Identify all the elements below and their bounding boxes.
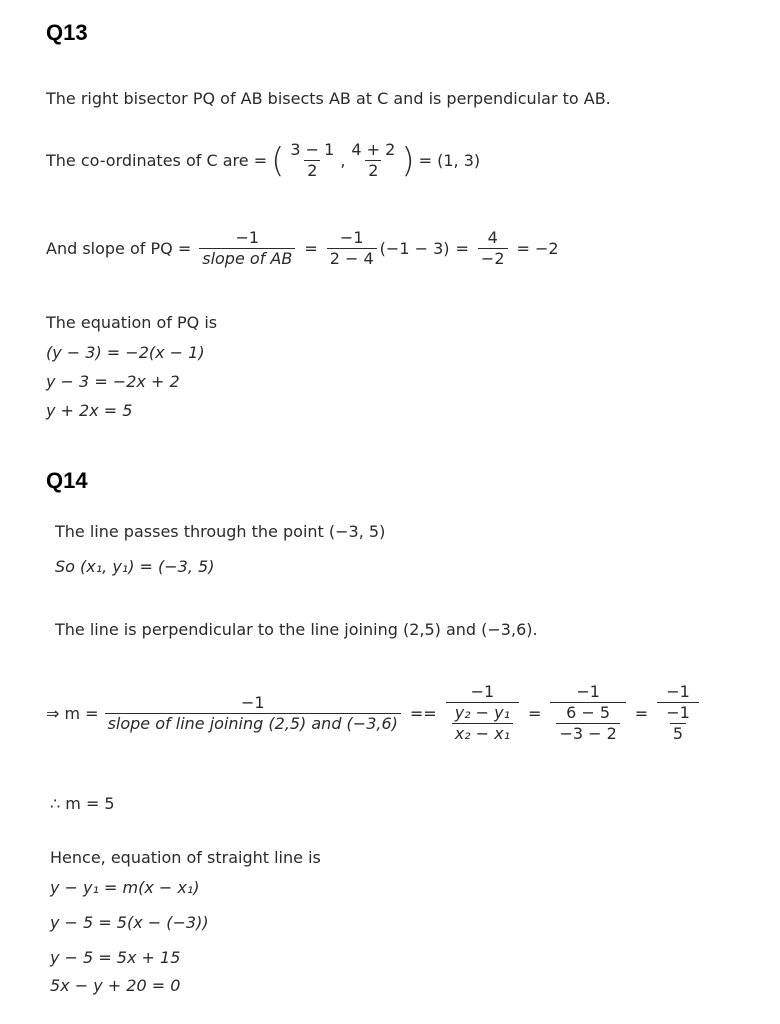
q13-coordinates [46, 140, 480, 181]
numerator: −1 [666, 682, 690, 701]
slope-fraction-3 [478, 228, 508, 269]
q14-point-assignment: So (x₁, y₁) = (−3, 5) [55, 557, 215, 576]
slope-paren-term: (−1 − 3) [379, 239, 450, 258]
m-fraction-1 [105, 693, 401, 734]
q14-perpendicular-statement: The line is perpendicular to the line joining (2,5) and (−3,6). [55, 620, 538, 639]
q14-point-statement: The line passes through the point (−3, 5) [55, 522, 386, 541]
q13-statement: The right bisector PQ of AB bisects AB at C and is perpendicular to AB. [46, 89, 611, 108]
denominator: −3 − 2 [556, 723, 619, 744]
numerator: −1 [339, 228, 364, 247]
numerator: −1 [576, 682, 600, 701]
numerator: −1 [235, 228, 260, 247]
denominator: x₂ − x₁ [452, 723, 513, 744]
denominator: slope of line joining (2,5) and (−3,6) [105, 713, 401, 734]
inner-fraction [556, 703, 619, 744]
double-equals: == [409, 703, 437, 723]
numerator: 4 + 2 [351, 140, 396, 159]
slope-fraction-2 [327, 228, 377, 269]
slope-prefix: And slope of PQ = [46, 239, 192, 258]
equals-sign: = [455, 239, 469, 258]
denominator [550, 702, 625, 744]
left-paren: ( [271, 140, 285, 181]
inner-fraction [663, 703, 693, 744]
denominator [446, 702, 519, 744]
right-paren: ) [401, 140, 415, 181]
numerator: −1 [240, 692, 265, 712]
q13-equation-step-1: (y − 3) = −2(x − 1) [46, 343, 205, 362]
q13-slope [46, 228, 559, 269]
q14-equation-step-3: y − 5 = 5x + 15 [50, 948, 181, 967]
equals-sign: = [634, 703, 649, 723]
numerator: −1 [470, 682, 495, 701]
m-fraction-2 [446, 682, 519, 744]
denominator: slope of AB [199, 248, 295, 269]
numerator: 3 − 1 [290, 140, 335, 159]
m-fraction-3 [550, 682, 625, 744]
m-prefix: ⇒ m = [46, 703, 99, 723]
numerator: −1 [666, 703, 690, 722]
q13-heading: Q13 [46, 20, 88, 45]
q14-slope-derivation [46, 682, 702, 744]
q14-heading: Q14 [46, 468, 88, 493]
denominator: 2 − 4 [327, 248, 377, 269]
numerator: 4 [487, 228, 498, 247]
q14-equation-step-2: y − 5 = 5(x − (−3)) [50, 913, 209, 932]
q13-equation-step-2: y − 3 = −2x + 2 [46, 372, 180, 391]
coord-separator: , [340, 151, 346, 170]
denominator: 2 [304, 160, 320, 181]
coord-fraction-1 [287, 140, 337, 181]
coord-prefix: The co-ordinates of C are = [46, 151, 268, 170]
slope-fraction-1 [199, 228, 295, 269]
numerator: y₂ − y₁ [454, 703, 511, 722]
numerator: 6 − 5 [566, 703, 611, 722]
q13-equation-intro: The equation of PQ is [46, 313, 218, 332]
q13-equation-step-3: y + 2x = 5 [46, 401, 133, 420]
q14-equation-step-4: 5x − y + 20 = 0 [50, 976, 181, 995]
coord-fraction-2 [348, 140, 398, 181]
q14-therefore: ∴ m = 5 [50, 794, 115, 813]
coord-result: = (1, 3) [418, 151, 481, 170]
denominator [657, 702, 699, 744]
denominator: 2 [365, 160, 381, 181]
equals-sign: = [528, 703, 542, 723]
q14-hence: Hence, equation of straight line is [50, 848, 321, 867]
m-fraction-4 [657, 682, 699, 744]
slope-result: = −2 [516, 239, 559, 258]
equals-sign: = [304, 239, 318, 258]
denominator: −2 [478, 248, 508, 269]
inner-fraction [452, 703, 513, 744]
q14-equation-step-1: y − y₁ = m(x − x₁) [50, 878, 200, 897]
denominator: 5 [670, 723, 686, 744]
